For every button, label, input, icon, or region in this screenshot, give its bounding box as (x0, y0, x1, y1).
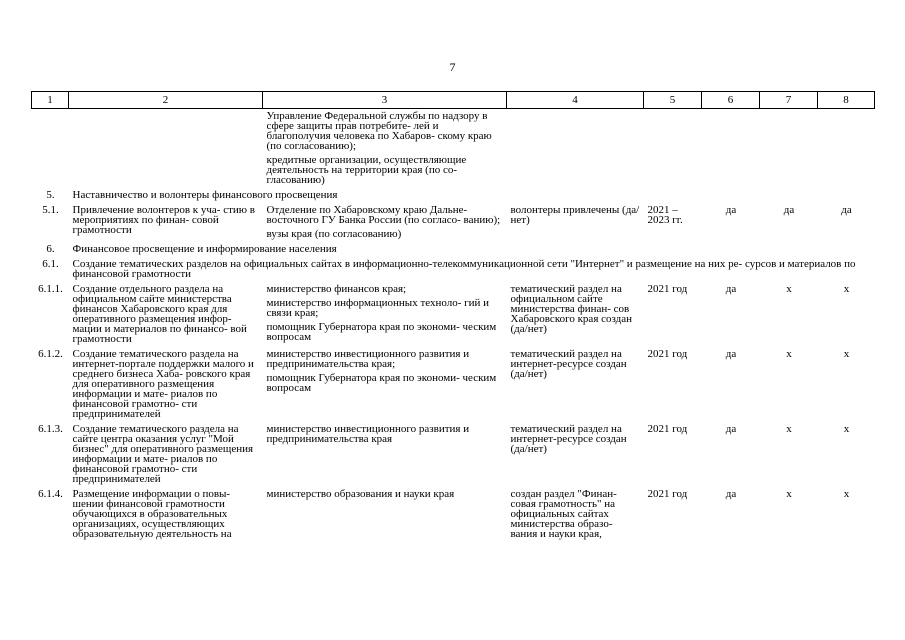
table-row (32, 347, 875, 422)
col-header-4: 4 (507, 92, 644, 109)
item-name: Размещение информации о повы- шении финансовой грамотности обучающихся в образовательных организациях, осуществляющих образовательную деятельность на (72, 488, 232, 540)
table-row (32, 487, 875, 542)
agency-text: министерство финансов края; (266, 283, 407, 295)
table-row (32, 422, 875, 487)
col-header-7: 7 (760, 92, 818, 109)
item-number: 5.1. (42, 204, 59, 216)
item-number: 6.1.4. (38, 488, 63, 500)
responsible-cell (263, 487, 507, 542)
agency-text: министерство информационных техноло- гий и связи края; (266, 297, 490, 319)
table-row (32, 282, 875, 347)
value-cell: х (843, 423, 850, 435)
value-cell: х (843, 283, 850, 295)
page-number: 7 (449, 60, 456, 74)
header-row (32, 92, 875, 109)
period-cell: 2021 год (647, 488, 688, 500)
value-cell: да (725, 488, 737, 500)
item-number: 6.1.1. (38, 283, 63, 295)
period-cell: 2021 год (647, 348, 688, 360)
indicator-cell: тематический раздел на интернет-ресурсе создан (да/нет) (510, 348, 627, 380)
col-header-2: 2 (69, 92, 263, 109)
col-header-6: 6 (702, 92, 760, 109)
item-name: Создание отдельного раздела на официальном сайте министерства финансов Хабаровского края для оперативного размещения инфор- мации и материалов по финансо- вой грамотности (72, 283, 247, 345)
col-header-1: 1 (32, 92, 69, 109)
col-header-5: 5 (644, 92, 702, 109)
col-header-3: 3 (263, 92, 507, 109)
value-cell: да (725, 423, 737, 435)
section-title: Наставничество и волонтеры финансового просвещения (72, 189, 338, 201)
agency-text: министерство инвестиционного развития и предпринимательства края (266, 423, 470, 445)
agency-text: министерство образования и науки края (266, 488, 455, 500)
item-number: 6.1.3. (38, 423, 63, 435)
period-cell: 2021 год (647, 283, 688, 295)
agency-text: помощник Губернатора края по экономи- ческим вопросам (266, 372, 497, 394)
agency-text: министерство инвестиционного развития и предпринимательства края; (266, 348, 470, 370)
section-number: 5. (46, 189, 55, 201)
section-row (32, 242, 875, 257)
value-cell: да (725, 348, 737, 360)
agency-text: Отделение по Хабаровскому краю Дальне- восточного ГУ Банка России (по согласо- ванию); (266, 204, 501, 226)
agency-text: кредитные организации, осуществляющие деятельность на территории края (по со- гласованию) (266, 154, 467, 186)
value-cell: да (841, 204, 852, 216)
value-cell: х (786, 348, 792, 360)
item-number: 6.1.2. (38, 348, 63, 360)
responsible-cell (263, 109, 507, 189)
section-row (32, 188, 875, 203)
table-row (32, 203, 875, 242)
value-cell: х (843, 348, 850, 360)
value-cell: да (725, 283, 737, 295)
plan-table (31, 91, 875, 542)
agency-text: помощник Губернатора края по экономи- ческим вопросам (266, 321, 497, 343)
period-cell: 2021 – 2023 гг. (647, 204, 683, 226)
section-title: Финансовое просвещение и информирование населения (72, 243, 337, 255)
indicator-cell: тематический раздел на интернет-ресурсе создан (да/нет) (510, 423, 627, 455)
item-name: Создание тематического раздела на интернет-портале поддержки малого и среднего бизнеса Хаба- ровского края для оперативного размещения информации и мате- риалов по финансовой грамотно- сти предпринимателей (72, 348, 254, 420)
responsible-cell (263, 347, 507, 422)
item-name: Создание тематического раздела на сайте центра оказания услуг "Мой бизнес" для оперативного размещения информации и мате- риалов по финансовой грамотно- сти предпринимателей (72, 423, 254, 485)
responsible-cell (263, 282, 507, 347)
agency-text: Управление Федеральной службы по надзору в сфере защиты прав потребите- лей и благополучия человека по Хабаров- скому краю (по согласованию); (266, 110, 492, 152)
agency-text: вузы края (по согласованию) (266, 228, 402, 240)
value-cell: х (843, 488, 850, 500)
value-cell: х (786, 488, 792, 500)
section-number: 6.1. (42, 258, 59, 270)
value-cell: х (786, 423, 792, 435)
value-cell: да (783, 204, 795, 216)
section-number: 6. (46, 243, 55, 255)
item-name: Привлечение волонтеров к уча- стию в мероприятиях по финан- совой грамотности (72, 204, 255, 236)
responsible-cell (263, 422, 507, 487)
responsible-cell (263, 203, 507, 242)
value-cell: да (725, 204, 737, 216)
value-cell: х (786, 283, 792, 295)
indicator-cell: тематический раздел на официальном сайте министерства финан- сов Хабаровского края создан (да/нет) (510, 283, 633, 335)
table-row (32, 109, 875, 189)
indicator-cell: волонтеры привлечены (да/нет) (510, 204, 640, 226)
period-cell: 2021 год (647, 423, 688, 435)
col-header-8: 8 (818, 92, 875, 109)
section-row (32, 257, 875, 282)
section-title: Создание тематических разделов на официальных сайтах в информационно-телекоммуникационной сети "Интернет" и размещение на них ре- сурсов и материалов по финансовой грамотности (72, 258, 856, 280)
indicator-cell: создан раздел "Финан- совая грамотность" на официальных сайтах министерства образо- вания и науки края, (510, 488, 617, 540)
